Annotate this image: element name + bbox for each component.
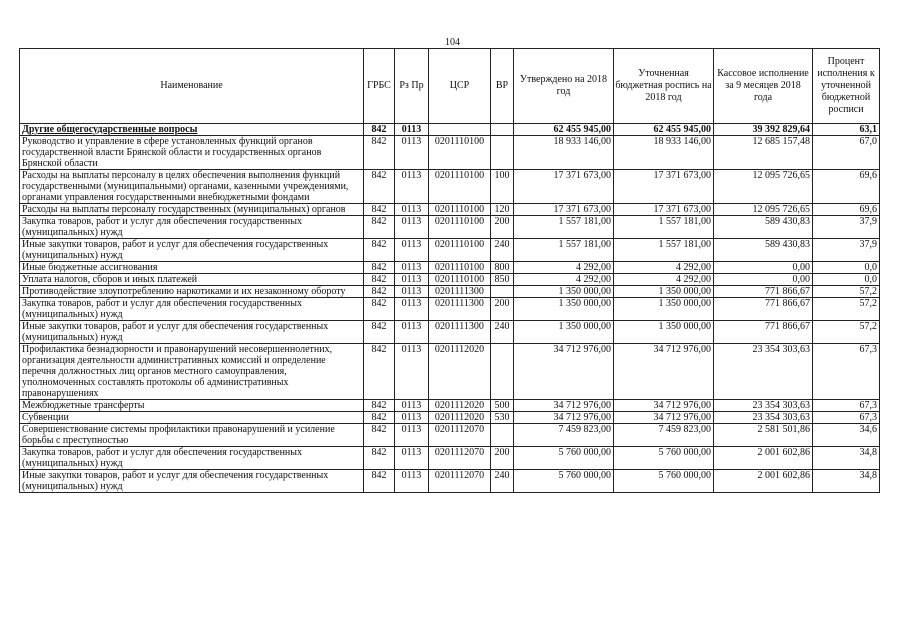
cell-vr: 800 <box>491 262 514 274</box>
cell-vr: 200 <box>491 447 514 470</box>
header-refined: Уточненная бюджетная роспись на 2018 год <box>614 49 714 124</box>
cell-refined: 17 371 673,00 <box>614 170 714 204</box>
cell-percent: 57,2 <box>813 298 880 321</box>
cell-vr: 530 <box>491 412 514 424</box>
cell-csr: 0201112070 <box>429 470 491 493</box>
table-row <box>20 470 880 493</box>
cell-rzpr: 0113 <box>395 424 429 447</box>
cell-cash: 23 354 303,63 <box>714 412 813 424</box>
cell-refined: 62 455 945,00 <box>614 124 714 136</box>
cell-percent: 0,0 <box>813 274 880 286</box>
cell-cash: 23 354 303,63 <box>714 344 813 400</box>
cell-percent: 67,3 <box>813 344 880 400</box>
cell-rzpr: 0113 <box>395 470 429 493</box>
cell-rzpr: 0113 <box>395 170 429 204</box>
table-row <box>20 412 880 424</box>
cell-name: Закупка товаров, работ и услуг для обеспечения государственных (муниципальных) нужд <box>20 298 364 321</box>
cell-approved: 4 292,00 <box>514 262 614 274</box>
cell-vr <box>491 136 514 170</box>
cell-csr: 0201111300 <box>429 321 491 344</box>
cell-name: Противодействие злоупотреблению наркотиками и их незаконному обороту <box>20 286 364 298</box>
cell-cash: 2 581 501,86 <box>714 424 813 447</box>
cell-approved: 62 455 945,00 <box>514 124 614 136</box>
cell-cash: 589 430,83 <box>714 216 813 239</box>
cell-vr: 200 <box>491 298 514 321</box>
cell-name: Иные закупки товаров, работ и услуг для обеспечения государственных (муниципальных) нужд <box>20 321 364 344</box>
header-csr: ЦСР <box>429 49 491 124</box>
cell-grbs: 842 <box>364 204 395 216</box>
cell-approved: 5 760 000,00 <box>514 470 614 493</box>
cell-vr <box>491 344 514 400</box>
cell-csr: 0201111300 <box>429 298 491 321</box>
cell-vr <box>491 286 514 298</box>
table-row <box>20 400 880 412</box>
cell-csr: 0201110100 <box>429 239 491 262</box>
cell-vr: 240 <box>491 321 514 344</box>
cell-cash: 0,00 <box>714 274 813 286</box>
cell-csr: 0201110100 <box>429 136 491 170</box>
header-vr: ВР <box>491 49 514 124</box>
cell-name: Иные закупки товаров, работ и услуг для обеспечения государственных (муниципальных) нужд <box>20 239 364 262</box>
cell-rzpr: 0113 <box>395 321 429 344</box>
cell-percent: 34,8 <box>813 447 880 470</box>
cell-cash: 589 430,83 <box>714 239 813 262</box>
table-row <box>20 216 880 239</box>
cell-cash: 771 866,67 <box>714 321 813 344</box>
cell-csr <box>429 124 491 136</box>
cell-approved: 1 350 000,00 <box>514 321 614 344</box>
cell-name: Совершенствование системы профилактики правонарушений и усиление борьбы с преступностью <box>20 424 364 447</box>
cell-csr: 0201112020 <box>429 412 491 424</box>
table-header-row <box>20 49 880 124</box>
cell-refined: 1 350 000,00 <box>614 286 714 298</box>
cell-rzpr: 0113 <box>395 204 429 216</box>
cell-refined: 4 292,00 <box>614 274 714 286</box>
cell-vr: 100 <box>491 170 514 204</box>
cell-vr <box>491 124 514 136</box>
cell-rzpr: 0113 <box>395 344 429 400</box>
cell-rzpr: 0113 <box>395 136 429 170</box>
cell-percent: 63,1 <box>813 124 880 136</box>
cell-rzpr: 0113 <box>395 239 429 262</box>
cell-name: Субвенции <box>20 412 364 424</box>
cell-cash: 12 095 726,65 <box>714 204 813 216</box>
cell-refined: 17 371 673,00 <box>614 204 714 216</box>
cell-name: Уплата налогов, сборов и иных платежей <box>20 274 364 286</box>
cell-name: Закупка товаров, работ и услуг для обеспечения государственных (муниципальных) нужд <box>20 216 364 239</box>
cell-refined: 1 557 181,00 <box>614 239 714 262</box>
cell-approved: 5 760 000,00 <box>514 447 614 470</box>
cell-grbs: 842 <box>364 412 395 424</box>
cell-grbs: 842 <box>364 400 395 412</box>
cell-csr: 0201112020 <box>429 344 491 400</box>
cell-cash: 12 095 726,65 <box>714 170 813 204</box>
cell-cash: 12 685 157,48 <box>714 136 813 170</box>
cell-refined: 7 459 823,00 <box>614 424 714 447</box>
cell-percent: 0,0 <box>813 262 880 274</box>
cell-grbs: 842 <box>364 470 395 493</box>
cell-grbs: 842 <box>364 239 395 262</box>
header-grbs: ГРБС <box>364 49 395 124</box>
cell-grbs: 842 <box>364 321 395 344</box>
cell-approved: 34 712 976,00 <box>514 412 614 424</box>
cell-grbs: 842 <box>364 262 395 274</box>
header-name: Наименование <box>20 49 364 124</box>
table-row <box>20 204 880 216</box>
cell-cash: 2 001 602,86 <box>714 447 813 470</box>
cell-name: Иные закупки товаров, работ и услуг для обеспечения государственных (муниципальных) нужд <box>20 470 364 493</box>
cell-csr: 0201110100 <box>429 274 491 286</box>
cell-grbs: 842 <box>364 447 395 470</box>
table-row <box>20 447 880 470</box>
cell-cash: 23 354 303,63 <box>714 400 813 412</box>
table-row <box>20 298 880 321</box>
cell-rzpr: 0113 <box>395 216 429 239</box>
cell-refined: 1 557 181,00 <box>614 216 714 239</box>
cell-csr: 0201111300 <box>429 286 491 298</box>
cell-refined: 4 292,00 <box>614 262 714 274</box>
cell-csr: 0201110100 <box>429 216 491 239</box>
cell-rzpr: 0113 <box>395 298 429 321</box>
cell-approved: 7 459 823,00 <box>514 424 614 447</box>
page-number: 104 <box>445 37 460 48</box>
header-rzpr: Рз Пр <box>395 49 429 124</box>
cell-rzpr: 0113 <box>395 274 429 286</box>
cell-percent: 57,2 <box>813 286 880 298</box>
header-cash: Кассовое исполнение за 9 месяцев 2018 года <box>714 49 813 124</box>
cell-percent: 67,3 <box>813 412 880 424</box>
cell-rzpr: 0113 <box>395 124 429 136</box>
cell-vr: 240 <box>491 470 514 493</box>
cell-percent: 37,9 <box>813 239 880 262</box>
cell-approved: 4 292,00 <box>514 274 614 286</box>
cell-approved: 34 712 976,00 <box>514 344 614 400</box>
cell-cash: 771 866,67 <box>714 286 813 298</box>
cell-grbs: 842 <box>364 344 395 400</box>
cell-refined: 34 712 976,00 <box>614 344 714 400</box>
header-percent: Процент исполнения к уточненной бюджетной росписи <box>813 49 880 124</box>
cell-approved: 1 350 000,00 <box>514 298 614 321</box>
cell-approved: 1 557 181,00 <box>514 239 614 262</box>
cell-csr: 0201110100 <box>429 204 491 216</box>
cell-refined: 18 933 146,00 <box>614 136 714 170</box>
cell-percent: 34,6 <box>813 424 880 447</box>
cell-refined: 1 350 000,00 <box>614 298 714 321</box>
cell-name: Профилактика безнадзорности и правонарушений несовершеннолетних, организация деятельности административных комиссий и определение перечня должностных лиц органов местного самоуправления, уполномоченных составлять протоколы об административных правонарушениях <box>20 344 364 400</box>
cell-grbs: 842 <box>364 124 395 136</box>
cell-name: Руководство и управление в сфере установленных функций органов государственной власти Брянской области и государственных органов Брянской области <box>20 136 364 170</box>
cell-grbs: 842 <box>364 286 395 298</box>
table-body <box>20 124 880 493</box>
cell-approved: 34 712 976,00 <box>514 400 614 412</box>
cell-name: Расходы на выплаты персоналу государственных (муниципальных) органов <box>20 204 364 216</box>
cell-cash: 771 866,67 <box>714 298 813 321</box>
cell-percent: 69,6 <box>813 204 880 216</box>
cell-refined: 1 350 000,00 <box>614 321 714 344</box>
cell-grbs: 842 <box>364 298 395 321</box>
cell-rzpr: 0113 <box>395 447 429 470</box>
cell-grbs: 842 <box>364 170 395 204</box>
cell-name: Другие общегосударственные вопросы <box>20 124 364 136</box>
cell-grbs: 842 <box>364 136 395 170</box>
cell-vr: 850 <box>491 274 514 286</box>
cell-csr: 0201110100 <box>429 170 491 204</box>
cell-percent: 67,3 <box>813 400 880 412</box>
cell-csr: 0201110100 <box>429 262 491 274</box>
table-row <box>20 239 880 262</box>
cell-refined: 5 760 000,00 <box>614 447 714 470</box>
cell-vr: 200 <box>491 216 514 239</box>
cell-name: Расходы на выплаты персоналу в целях обеспечения выполнения функций государственными (муниципальными) органами, казенными учреждениями, органами управления государственными внебюджетными фондами <box>20 170 364 204</box>
table-row <box>20 286 880 298</box>
table-row <box>20 170 880 204</box>
cell-rzpr: 0113 <box>395 262 429 274</box>
cell-name: Межбюджетные трансферты <box>20 400 364 412</box>
cell-grbs: 842 <box>364 424 395 447</box>
cell-percent: 69,6 <box>813 170 880 204</box>
cell-csr: 0201112070 <box>429 447 491 470</box>
cell-cash: 0,00 <box>714 262 813 274</box>
cell-grbs: 842 <box>364 216 395 239</box>
table-row <box>20 321 880 344</box>
table-row <box>20 424 880 447</box>
cell-approved: 1 557 181,00 <box>514 216 614 239</box>
budget-execution-table <box>19 48 880 493</box>
cell-vr: 240 <box>491 239 514 262</box>
cell-approved: 18 933 146,00 <box>514 136 614 170</box>
header-approved: Утверждено на 2018 год <box>514 49 614 124</box>
cell-vr: 500 <box>491 400 514 412</box>
table-row <box>20 262 880 274</box>
cell-name: Иные бюджетные ассигнования <box>20 262 364 274</box>
cell-refined: 34 712 976,00 <box>614 412 714 424</box>
cell-csr: 0201112070 <box>429 424 491 447</box>
cell-percent: 57,2 <box>813 321 880 344</box>
table-row <box>20 136 880 170</box>
cell-csr: 0201112020 <box>429 400 491 412</box>
cell-approved: 17 371 673,00 <box>514 204 614 216</box>
cell-rzpr: 0113 <box>395 412 429 424</box>
cell-approved: 1 350 000,00 <box>514 286 614 298</box>
cell-rzpr: 0113 <box>395 400 429 412</box>
cell-cash: 39 392 829,64 <box>714 124 813 136</box>
table-row <box>20 274 880 286</box>
table-row <box>20 344 880 400</box>
cell-percent: 67,0 <box>813 136 880 170</box>
cell-vr <box>491 424 514 447</box>
cell-refined: 5 760 000,00 <box>614 470 714 493</box>
cell-grbs: 842 <box>364 274 395 286</box>
cell-rzpr: 0113 <box>395 286 429 298</box>
table-row <box>20 124 880 136</box>
cell-percent: 34,8 <box>813 470 880 493</box>
cell-vr: 120 <box>491 204 514 216</box>
cell-refined: 34 712 976,00 <box>614 400 714 412</box>
cell-cash: 2 001 602,86 <box>714 470 813 493</box>
cell-name: Закупка товаров, работ и услуг для обеспечения государственных (муниципальных) нужд <box>20 447 364 470</box>
cell-percent: 37,9 <box>813 216 880 239</box>
cell-approved: 17 371 673,00 <box>514 170 614 204</box>
